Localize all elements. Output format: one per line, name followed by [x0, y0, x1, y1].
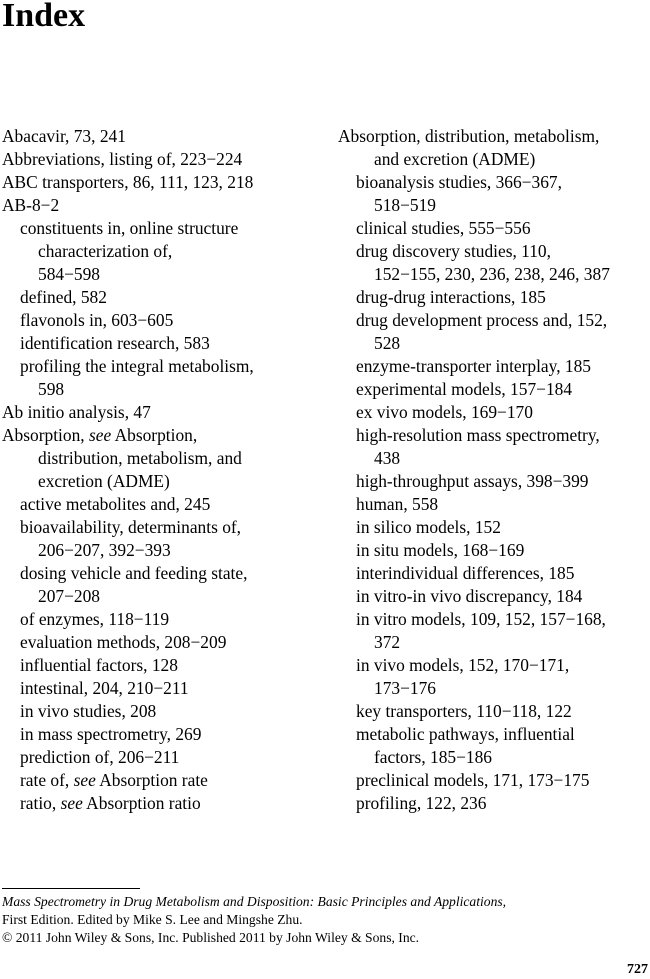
- index-entry-ratio: [2, 792, 322, 815]
- entry-text: 528: [374, 333, 401, 353]
- entry-text: Abbreviations, listing of, 223−224: [2, 149, 243, 169]
- index-entry-rate-of: [2, 769, 322, 792]
- index-entry-in-mass-spectrometry: [2, 723, 322, 746]
- entry-text: experimental models, 157−184: [356, 379, 573, 399]
- index-subentry: [2, 746, 322, 769]
- entry-text: 584−598: [38, 264, 100, 284]
- index-entry-active-metabolites: [2, 493, 322, 516]
- page-title: Index: [2, 0, 86, 34]
- index-entry-identification: [2, 332, 322, 355]
- entry-text: identification research, 583: [20, 333, 210, 353]
- entry-text: distribution, metabolism, and: [38, 448, 242, 468]
- index-entry-continuation: [2, 378, 322, 401]
- index-subentry: [2, 700, 322, 723]
- index-entry-continuation: [338, 194, 650, 217]
- entry-text: AB-8−2: [2, 195, 60, 215]
- index-entry-evaluation-methods: [2, 631, 322, 654]
- index-entry-abc-transporters: [2, 171, 322, 194]
- entry-text: Ab initio analysis, 47: [2, 402, 151, 422]
- footnote-rule: [2, 888, 140, 889]
- entry-text: in situ models, 168−169: [356, 540, 525, 560]
- index-entry-continuation: [2, 470, 322, 493]
- entry-text: in silico models, 152: [356, 517, 501, 537]
- index-entry-drug-development: [338, 309, 650, 355]
- index-subentry: [2, 309, 322, 332]
- index-entry-adme: [338, 125, 650, 171]
- entry-text: ABC transporters, 86, 111, 123, 218: [2, 172, 254, 192]
- index-subentry: [2, 286, 322, 309]
- index-entry-ivivd: [338, 585, 650, 608]
- index-subentry: [338, 539, 650, 562]
- entry-text: excretion (ADME): [38, 471, 170, 491]
- entry-text: drug discovery studies, 110,: [356, 241, 551, 261]
- index-entry-experimental-models: [338, 378, 650, 401]
- entry-text: ratio,: [20, 793, 61, 813]
- see-reference: see: [60, 793, 83, 813]
- entry-text: key transporters, 110−118, 122: [356, 701, 572, 721]
- index-entry-absorption: [2, 424, 322, 493]
- index-entry-continuation: [2, 539, 322, 562]
- entry-text: Absorption,: [2, 425, 89, 445]
- index-subentry: [338, 470, 650, 493]
- index-entry-in-vitro-models: [338, 608, 650, 654]
- see-target: Absorption rate: [95, 770, 208, 790]
- index-entry-in-vivo-studies: [2, 700, 322, 723]
- index-entry-bioanalysis: [338, 171, 650, 217]
- entry-text: profiling the integral metabolism,: [20, 356, 254, 376]
- entry-text: 152−155, 230, 236, 238, 246, 387: [374, 264, 610, 284]
- index-subentry: [2, 562, 322, 585]
- index-entry-metabolic-pathways: [338, 723, 650, 769]
- entry-text: dosing vehicle and feeding state,: [20, 563, 248, 583]
- entry-text: drug development process and, 152,: [356, 310, 608, 330]
- entry-text: metabolic pathways, influential: [356, 724, 575, 744]
- entry-text: Absorption, distribution, metabolism,: [338, 126, 600, 146]
- index-entry-intestinal: [2, 677, 322, 700]
- entry-text: enzyme-transporter interplay, 185: [356, 356, 592, 376]
- entry-text: in vitro models, 109, 152, 157−168,: [356, 609, 606, 629]
- index-entry-key-transporters: [338, 700, 650, 723]
- index-entry-prediction: [2, 746, 322, 769]
- entry-text: 372: [374, 632, 401, 652]
- index-main-entry: [338, 125, 650, 148]
- index-entry-continuation: [2, 585, 322, 608]
- entry-text: high-resolution mass spectrometry,: [356, 425, 600, 445]
- entry-text: influential factors, 128: [20, 655, 178, 675]
- index-subentry: [338, 401, 650, 424]
- index-subentry: [338, 378, 650, 401]
- index-entry-in-silico: [338, 516, 650, 539]
- index-entry-continuation: [338, 263, 650, 286]
- index-entry-abacavir: [2, 125, 322, 148]
- entry-text: intestinal, 204, 210−211: [20, 678, 189, 698]
- index-subentry: [338, 516, 650, 539]
- index-entry-influential-factors: [2, 654, 322, 677]
- index-entry-profiling: [338, 792, 650, 815]
- index-subentry: [2, 493, 322, 516]
- entry-text: of enzymes, 118−119: [20, 609, 170, 629]
- index-subentry: [2, 355, 322, 378]
- index-entry-bioavailability: [2, 516, 322, 562]
- index-entry-continuation: [2, 240, 322, 263]
- footnote-edition: First Edition. Edited by Mike S. Lee and Mingshe Zhu.: [2, 912, 303, 927]
- index-subentry: [338, 723, 650, 746]
- index-subentry: [338, 493, 650, 516]
- index-entry-abbreviations: [2, 148, 322, 171]
- index-entry-continuation: [338, 447, 650, 470]
- index-subentry: [338, 585, 650, 608]
- entry-text: in vivo models, 152, 170−171,: [356, 655, 570, 675]
- index-entry-clinical: [338, 217, 650, 240]
- index-entry-continuation: [338, 746, 650, 769]
- index-subentry: [338, 171, 650, 194]
- see-reference: see: [73, 770, 96, 790]
- index-entry-human: [338, 493, 650, 516]
- index-entry-continuation: [338, 631, 650, 654]
- entry-text: ex vivo models, 169−170: [356, 402, 533, 422]
- index-entry-of-enzymes: [2, 608, 322, 631]
- index-entry-high-throughput: [338, 470, 650, 493]
- index-subentry: [2, 631, 322, 654]
- index-subentry: [338, 286, 650, 309]
- index-subentry: [2, 608, 322, 631]
- index-entry-in-situ: [338, 539, 650, 562]
- index-subentry: [2, 332, 322, 355]
- index-entry-ex-vivo: [338, 401, 650, 424]
- entry-text: in vitro-in vivo discrepancy, 184: [356, 586, 583, 606]
- entry-text: 206−207, 392−393: [38, 540, 171, 560]
- entry-text: flavonols in, 603−605: [20, 310, 174, 330]
- index-main-entry: [2, 171, 322, 194]
- entry-text: 173−176: [374, 678, 436, 698]
- index-entry-continuation: [338, 332, 650, 355]
- see-target: Absorption,: [111, 425, 198, 445]
- entry-text: prediction of, 206−211: [20, 747, 180, 767]
- index-column-right: [338, 125, 650, 815]
- see-target: Absorption ratio: [82, 793, 201, 813]
- index-subentry: [2, 654, 322, 677]
- index-entry-preclinical: [338, 769, 650, 792]
- index-subentry: [338, 700, 650, 723]
- index-subentry: [2, 792, 322, 815]
- index-subentry: [338, 217, 650, 240]
- index-entry-continuation: [338, 148, 650, 171]
- index-subentry: [338, 654, 650, 677]
- entry-text: clinical studies, 555−556: [356, 218, 531, 238]
- index-entry-ab-initio: [2, 401, 322, 424]
- entry-text: 207−208: [38, 586, 100, 606]
- index-entry-continuation: [2, 263, 322, 286]
- index-entry-interindividual: [338, 562, 650, 585]
- entry-text: 598: [38, 379, 65, 399]
- index-main-entry: [2, 125, 322, 148]
- entry-text: and excretion (ADME): [374, 149, 536, 169]
- index-entry-constituents: [2, 217, 322, 286]
- entry-text: factors, 185−186: [374, 747, 492, 767]
- index-subentry: [2, 516, 322, 539]
- entry-text: bioavailability, determinants of,: [20, 517, 242, 537]
- index-entry-continuation: [2, 447, 322, 470]
- index-main-entry: [2, 148, 322, 171]
- index-subentry: [338, 562, 650, 585]
- index-entry-flavonols: [2, 309, 322, 332]
- index-subentry: [2, 217, 322, 240]
- index-subentry: [338, 769, 650, 792]
- entry-text: preclinical models, 171, 173−175: [356, 770, 590, 790]
- entry-text: constituents in, online structure: [20, 218, 239, 238]
- index-entry-ab-8-2: [2, 194, 322, 217]
- entry-text: evaluation methods, 208−209: [20, 632, 227, 652]
- index-column-left: [2, 125, 322, 815]
- entry-text: drug-drug interactions, 185: [356, 287, 546, 307]
- entry-text: 438: [374, 448, 401, 468]
- index-main-entry: [2, 424, 322, 447]
- entry-text: bioanalysis studies, 366−367,: [356, 172, 562, 192]
- index-subentry: [2, 677, 322, 700]
- index-subentry: [338, 240, 650, 263]
- index-subentry: [2, 769, 322, 792]
- entry-text: in mass spectrometry, 269: [20, 724, 202, 744]
- entry-text: profiling, 122, 236: [356, 793, 487, 813]
- entry-text: human, 558: [356, 494, 439, 514]
- entry-text: active metabolites and, 245: [20, 494, 211, 514]
- index-entry-continuation: [338, 677, 650, 700]
- entry-text: rate of,: [20, 770, 74, 790]
- index-entry-defined: [2, 286, 322, 309]
- index-entry-enzyme-transporter: [338, 355, 650, 378]
- entry-text: defined, 582: [20, 287, 107, 307]
- index-subentry: [338, 608, 650, 631]
- index-subentry: [338, 792, 650, 815]
- footnote-copyright: © 2011 John Wiley & Sons, Inc. Published 2011 by John Wiley & Sons, Inc.: [2, 930, 420, 945]
- entry-text: interindividual differences, 185: [356, 563, 575, 583]
- entry-text: high-throughput assays, 398−399: [356, 471, 589, 491]
- entry-text: 518−519: [374, 195, 436, 215]
- index-entry-hrms: [338, 424, 650, 470]
- entry-text: characterization of,: [38, 241, 173, 261]
- index-entry-ddi: [338, 286, 650, 309]
- index-subentry: [338, 355, 650, 378]
- index-main-entry: [2, 401, 322, 424]
- index-entry-dosing-vehicle: [2, 562, 322, 608]
- entry-text: in vivo studies, 208: [20, 701, 157, 721]
- index-main-entry: [2, 194, 322, 217]
- index-entry-profiling-integral: [2, 355, 322, 401]
- footnote-book-title: Mass Spectrometry in Drug Metabolism and Disposition: Basic Principles and Applications,: [2, 894, 507, 909]
- entry-text: Abacavir, 73, 241: [2, 126, 126, 146]
- index-subentry: [2, 723, 322, 746]
- footnote: [2, 893, 642, 947]
- index-entry-in-vivo-models: [338, 654, 650, 700]
- index-entry-drug-discovery: [338, 240, 650, 286]
- see-reference: see: [88, 425, 112, 445]
- page-number: 727: [627, 962, 648, 977]
- index-subentry: [338, 424, 650, 447]
- index-subentry: [338, 309, 650, 332]
